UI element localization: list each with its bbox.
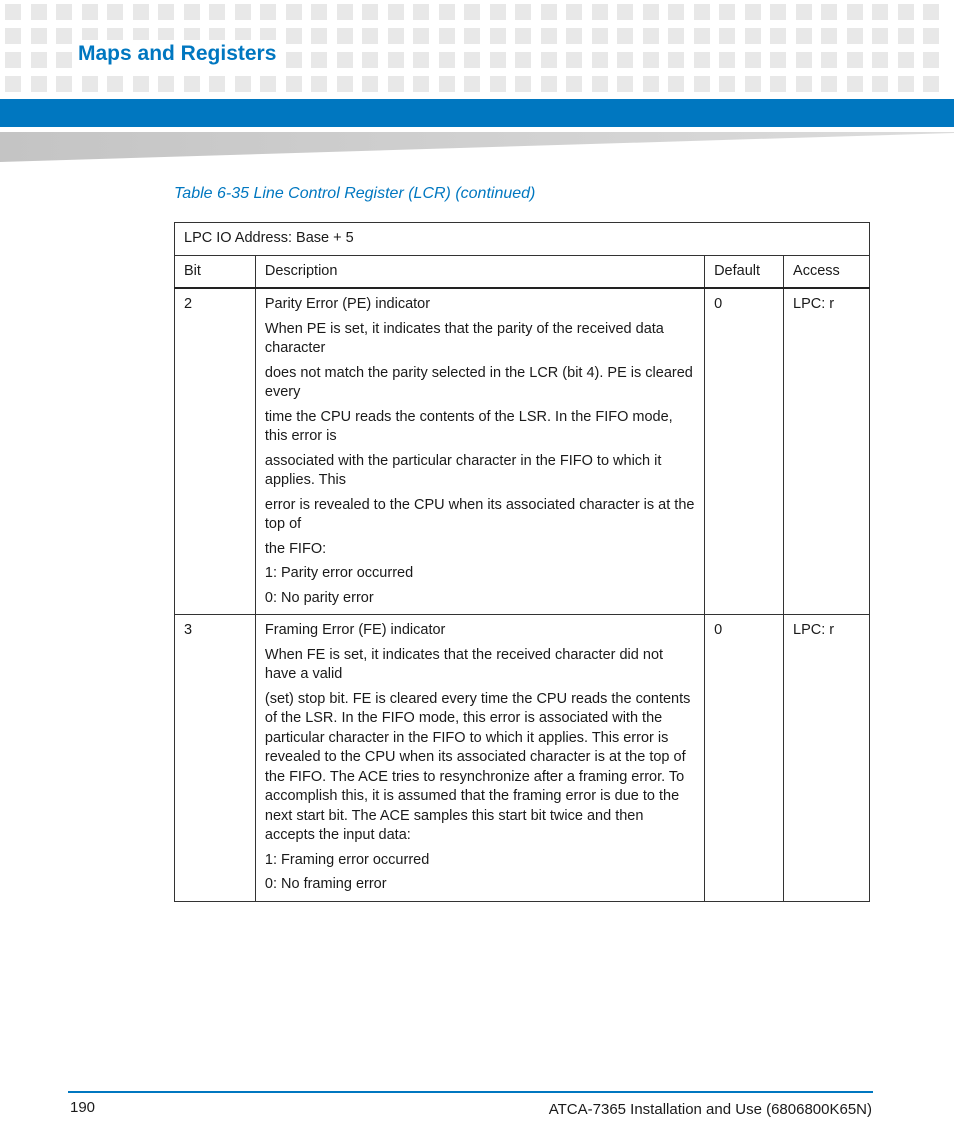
pattern-square [439, 76, 455, 92]
header-gray-wedge [0, 132, 954, 162]
pattern-square [439, 28, 455, 44]
pattern-square [5, 76, 21, 92]
pattern-square [464, 28, 480, 44]
pattern-square [821, 28, 837, 44]
pattern-square [592, 52, 608, 68]
pattern-square [337, 28, 353, 44]
column-header-row [175, 255, 870, 288]
pattern-square [923, 52, 939, 68]
pattern-square [617, 4, 633, 20]
pattern-square [847, 76, 863, 92]
document-title: ATCA-7365 Installation and Use (6806800K65N) [548, 1101, 872, 1118]
pattern-square [337, 52, 353, 68]
pattern-square [898, 28, 914, 44]
description-cell [255, 288, 704, 615]
pattern-square [107, 76, 123, 92]
pattern-square [490, 4, 506, 20]
pattern-square [286, 52, 302, 68]
pattern-square [821, 76, 837, 92]
description-paragraph: Parity Error (PE) indicator [264, 296, 431, 312]
pattern-square [464, 76, 480, 92]
table-caption: Table 6-35 Line Control Register (LCR) (continued) [174, 185, 536, 202]
pattern-square [566, 4, 582, 20]
header-blue-bar [0, 99, 954, 127]
pattern-square [56, 76, 72, 92]
pattern-square [31, 76, 47, 92]
pattern-square [898, 52, 914, 68]
pattern-square [745, 76, 761, 92]
pattern-square [592, 28, 608, 44]
pattern-square [515, 4, 531, 20]
pattern-square [643, 76, 659, 92]
column-header-bit: Bit [175, 255, 256, 288]
pattern-square [898, 76, 914, 92]
pattern-square [617, 28, 633, 44]
pattern-square [158, 76, 174, 92]
pattern-square [413, 76, 429, 92]
pattern-square [490, 76, 506, 92]
pattern-square [107, 4, 123, 20]
pattern-square [286, 76, 302, 92]
address-cell: LPC IO Address: Base + 5 [175, 223, 870, 256]
pattern-square [923, 28, 939, 44]
default-cell: 0 [705, 615, 784, 902]
pattern-square [31, 52, 47, 68]
pattern-square [770, 52, 786, 68]
pattern-square [133, 4, 149, 20]
pattern-square [439, 52, 455, 68]
access-cell: LPC: r [784, 615, 870, 902]
pattern-square [566, 28, 582, 44]
pattern-square [541, 52, 557, 68]
pattern-square [209, 76, 225, 92]
pattern-square [311, 76, 327, 92]
pattern-square [872, 52, 888, 68]
pattern-square [56, 28, 72, 44]
pattern-square [745, 28, 761, 44]
description-paragraph: 1: Parity error occurred [264, 565, 414, 581]
pattern-square [413, 4, 429, 20]
pattern-square [541, 4, 557, 20]
pattern-square [31, 4, 47, 20]
pattern-square [490, 28, 506, 44]
pattern-square [515, 28, 531, 44]
pattern-square [898, 4, 914, 20]
pattern-square [668, 4, 684, 20]
description-paragraph: error is revealed to the CPU when its associated character is at the top of [264, 496, 695, 532]
pattern-square [286, 28, 302, 44]
pattern-square [362, 4, 378, 20]
pattern-square [311, 28, 327, 44]
pattern-square [796, 76, 812, 92]
pattern-square [694, 52, 710, 68]
pattern-square [56, 52, 72, 68]
pattern-square [745, 52, 761, 68]
pattern-square [796, 4, 812, 20]
description-paragraph: 0: No parity error [264, 589, 374, 606]
pattern-square [362, 76, 378, 92]
page-number: 190 [70, 1099, 96, 1116]
pattern-square [566, 52, 582, 68]
footer-rule [68, 1091, 873, 1093]
access-cell: LPC: r [784, 288, 870, 615]
pattern-square [337, 76, 353, 92]
description-paragraph: time the CPU reads the contents of the LSR. In the FIFO mode, this error is [264, 408, 673, 444]
pattern-square [617, 52, 633, 68]
pattern-square [643, 4, 659, 20]
pattern-square [133, 76, 149, 92]
pattern-square [235, 76, 251, 92]
pattern-square [796, 28, 812, 44]
pattern-square [719, 28, 735, 44]
pattern-square [694, 28, 710, 44]
pattern-square [872, 76, 888, 92]
bit-cell: 3 [175, 615, 256, 902]
table-row [175, 288, 870, 615]
pattern-square [592, 4, 608, 20]
pattern-square [413, 52, 429, 68]
register-table [174, 222, 870, 902]
pattern-square [694, 4, 710, 20]
pattern-square [694, 76, 710, 92]
pattern-square [311, 4, 327, 20]
pattern-square [541, 76, 557, 92]
pattern-square [362, 28, 378, 44]
pattern-square [821, 4, 837, 20]
pattern-square [490, 52, 506, 68]
pattern-square [82, 4, 98, 20]
pattern-square [515, 52, 531, 68]
pattern-square [388, 76, 404, 92]
pattern-square [5, 4, 21, 20]
pattern-square [31, 28, 47, 44]
description-paragraph: 1: Framing error occurred [264, 851, 430, 868]
pattern-square [745, 4, 761, 20]
pattern-square [770, 28, 786, 44]
pattern-square [643, 52, 659, 68]
description-paragraph: When PE is set, it indicates that the parity of the received data character [264, 320, 664, 356]
table-row [175, 615, 870, 902]
pattern-square [311, 52, 327, 68]
pattern-square [668, 28, 684, 44]
pattern-square [923, 4, 939, 20]
pattern-square [617, 76, 633, 92]
pattern-square [847, 28, 863, 44]
column-header-default: Default [705, 255, 784, 288]
pattern-square [847, 4, 863, 20]
pattern-square [541, 28, 557, 44]
description-paragraph: When FE is set, it indicates that the received character did not have a valid [264, 646, 664, 682]
description-paragraph: the FIFO: [264, 540, 327, 557]
pattern-square [668, 52, 684, 68]
address-row [175, 223, 870, 256]
pattern-square [668, 76, 684, 92]
pattern-square [643, 28, 659, 44]
pattern-square [515, 76, 531, 92]
pattern-square [56, 4, 72, 20]
pattern-square [464, 52, 480, 68]
default-cell: 0 [705, 288, 784, 615]
pattern-square [209, 4, 225, 20]
pattern-square [719, 76, 735, 92]
pattern-square [847, 52, 863, 68]
pattern-square [770, 4, 786, 20]
pattern-square [439, 4, 455, 20]
pattern-square [821, 52, 837, 68]
pattern-square [158, 4, 174, 20]
pattern-square [184, 76, 200, 92]
pattern-square [566, 76, 582, 92]
pattern-square [719, 4, 735, 20]
pattern-square [923, 76, 939, 92]
pattern-square [260, 76, 276, 92]
pattern-square [5, 52, 21, 68]
pattern-square [464, 4, 480, 20]
description-paragraph: 0: No framing error [264, 876, 387, 892]
pattern-square [5, 28, 21, 44]
pattern-square [260, 4, 276, 20]
description-paragraph: does not match the parity selected in the LCR (bit 4). PE is cleared every [264, 364, 693, 400]
description-cell [255, 615, 704, 902]
pattern-square [872, 4, 888, 20]
description-paragraph: (set) stop bit. FE is cleared every time the CPU reads the contents of the LSR. In the FIFO mode, this error is associated with the particular character in the FIFO to which it applies. This error is revealed to the CPU when its associated character is at the top of the FIFO. The ACE tries to resynchronize after a framing error. To accomplish this, it is assumed that the framing error is due to the next start bit. The ACE samples this start bit twice and then accepts the input data: [264, 690, 691, 843]
pattern-square [388, 52, 404, 68]
bit-cell: 2 [175, 288, 256, 615]
section-title: Maps and Registers [78, 40, 280, 68]
pattern-square [719, 52, 735, 68]
pattern-square [796, 52, 812, 68]
pattern-square [184, 4, 200, 20]
column-header-access: Access [784, 255, 870, 288]
column-header-description: Description [255, 255, 704, 288]
pattern-square [388, 4, 404, 20]
pattern-square [337, 4, 353, 20]
pattern-square [388, 28, 404, 44]
pattern-square [592, 76, 608, 92]
pattern-square [770, 76, 786, 92]
pattern-square [82, 76, 98, 92]
pattern-square [286, 4, 302, 20]
pattern-square [872, 28, 888, 44]
pattern-square [413, 28, 429, 44]
description-paragraph: Framing Error (FE) indicator [264, 622, 446, 638]
pattern-square [235, 4, 251, 20]
description-paragraph: associated with the particular character in the FIFO to which it applies. This [264, 452, 662, 488]
pattern-square [362, 52, 378, 68]
